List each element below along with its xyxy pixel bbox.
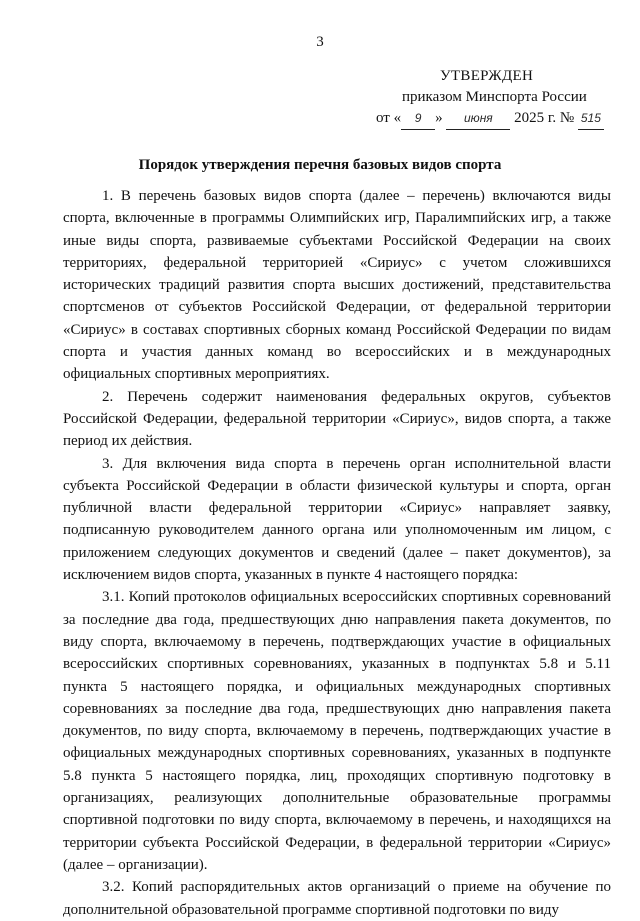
approval-stamp [376,66,606,130]
page-number: 3 [316,34,324,50]
paragraph-1: 1. В перечень базовых видов спорта (далее – перечень) включаются виды спорта, включенные в программы Олимпийских игр, Паралимпийских игр, а также иные виды спорта, развиваемые субъектами Российской Федерации на своих территориях, федеральной территорией «Сириус» с учетом сложившихся исторических традиций развития спорта высших достижений, представительства спортсменов от субъектов Российской Федерации, от федеральной территории «Сириус» в составах спортивных сборных команд Российской Федерации по видам спорта и участия данных команд во всероссийских и в международных официальных спортивных мероприятиях. [63,188,611,383]
approval-date-line [376,108,606,130]
paragraph-3: 3. Для включения вида спорта в перечень орган исполнительной власти субъекта Российской Федерации в области физической культуры и спорта, орган публичной власти федеральной территории «Сириус» направляет заявку, подписанную руководителем данного органа или уполномоченным им лицом, с приложением следующих документов и сведений (далее – пакет документов), за исключением видов спорта, указанных в пункте 4 настоящего порядка: [63,455,611,584]
approval-title: УТВЕРЖДЕН [440,68,534,84]
paragraph-3-1: 3.1. Копий протоколов официальных всероссийских спортивных соревнований за последние два года, предшествующих дню направления пакета документов, по виду спорта, включаемому в перечень, подтверждающих участие в официальных всероссийских спортивных соревнованиях, указанных в подпунктах 5.8 и 5.11 пункта 5 настоящего порядка, и официальных международных спортивных соревнованиях за последние два года, предшествующих дню направления пакета документов, по виду спорта, включаемому в перечень, подтверждающих участие в официальных международных спортивных соревнованиях, указанных в подпункте 5.8 пункта 5 настоящего порядка, лиц, проходящих спортивную подготовку в организациях, реализующих дополнительные образовательные программы спортивной подготовки по виду спорта, включаемому в перечень, и находящихся на территории субъекта Российской Федерации, в федеральной территории «Сириус» (далее – организации). [63,589,611,873]
paragraph-2: 2. Перечень содержит наименования федеральных округов, субъектов Российской Федерации, федеральной территории «Сириус», видов спорта, а также период их действия. [63,388,611,450]
date-year: 2025 г. № [514,110,575,126]
handwritten-month: июня [446,108,510,130]
approval-order-line: приказом Минспорта России [402,89,587,105]
date-prefix: от « [376,110,402,126]
document-title: Порядок утверждения перечня базовых видов спорта [138,157,502,173]
date-mid: » [435,110,443,126]
document-body [63,185,611,921]
handwritten-order-number: 515 [578,108,604,130]
handwritten-day: 9 [401,108,435,130]
paragraph-3-2: 3.2. Копий распорядительных актов организаций о приеме на обучение по дополнительной образовательной программе спортивной подготовки по виду [63,879,611,918]
